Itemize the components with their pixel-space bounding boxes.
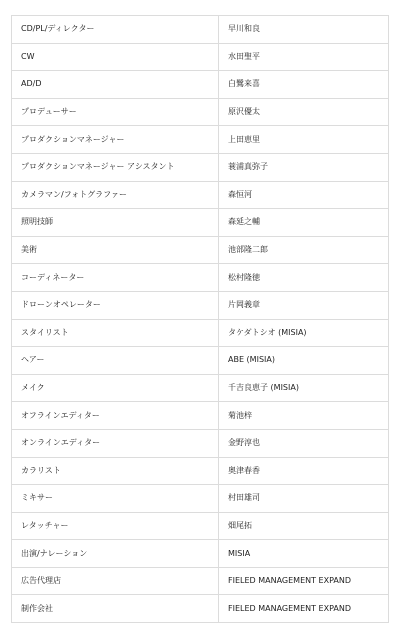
credit-row xyxy=(12,567,389,595)
credit-row xyxy=(12,43,389,71)
credit-name: 畑尾拓 xyxy=(219,512,389,540)
credit-role: CW xyxy=(12,43,219,71)
credit-row xyxy=(12,540,389,568)
credit-name: 奥津春香 xyxy=(219,457,389,485)
credit-role: 広告代理店 xyxy=(12,567,219,595)
credit-role: 美術 xyxy=(12,236,219,264)
credit-name: ABE (MISIA) xyxy=(219,347,389,375)
credit-row xyxy=(12,485,389,513)
credit-role: レタッチャー xyxy=(12,512,219,540)
credit-row xyxy=(12,291,389,319)
credit-role: オンラインエディター xyxy=(12,429,219,457)
credit-name: 原沢優太 xyxy=(219,98,389,126)
credit-name: 蓑浦真弥子 xyxy=(219,153,389,181)
credit-row xyxy=(12,126,389,154)
credit-role: カラリスト xyxy=(12,457,219,485)
credit-name: 松村隆徳 xyxy=(219,264,389,292)
credit-name: 菊池梓 xyxy=(219,402,389,430)
credit-name: タケダトシオ (MISIA) xyxy=(219,319,389,347)
credit-row xyxy=(12,512,389,540)
credit-role: 出演/ナレーション xyxy=(12,540,219,568)
credit-row xyxy=(12,402,389,430)
credit-row xyxy=(12,374,389,402)
credit-name: 池部隆二郎 xyxy=(219,236,389,264)
credit-role: ミキサー xyxy=(12,485,219,513)
credit-row xyxy=(12,98,389,126)
credit-row xyxy=(12,595,389,623)
credit-name: 金野淳也 xyxy=(219,429,389,457)
credit-name: 森恒河 xyxy=(219,181,389,209)
credit-row xyxy=(12,153,389,181)
credit-name: 千吉良恵子 (MISIA) xyxy=(219,374,389,402)
credit-role: プロダクションマネージャー xyxy=(12,126,219,154)
credit-row xyxy=(12,429,389,457)
credit-name: FIELED MANAGEMENT EXPAND xyxy=(219,595,389,623)
credit-row xyxy=(12,71,389,99)
credit-role: AD/D xyxy=(12,71,219,99)
credit-name: MISIA xyxy=(219,540,389,568)
credit-name: 上田恵里 xyxy=(219,126,389,154)
credit-name: 白鷺来喜 xyxy=(219,71,389,99)
credit-name: 村田雄司 xyxy=(219,485,389,513)
credit-role: CD/PL/ディレクター xyxy=(12,16,219,44)
credit-name: 森延之輔 xyxy=(219,209,389,237)
credit-role: プロデューサー xyxy=(12,98,219,126)
credit-row xyxy=(12,457,389,485)
credit-role: コーディネーター xyxy=(12,264,219,292)
credit-role: ヘアー xyxy=(12,347,219,375)
credit-row xyxy=(12,181,389,209)
credit-name: 片岡義章 xyxy=(219,291,389,319)
credit-row xyxy=(12,264,389,292)
credit-row xyxy=(12,236,389,264)
credit-row xyxy=(12,319,389,347)
credit-row xyxy=(12,16,389,44)
credits-table-body xyxy=(12,16,389,623)
credit-role: 照明技師 xyxy=(12,209,219,237)
credit-name: FIELED MANAGEMENT EXPAND xyxy=(219,567,389,595)
credit-role: オフラインエディター xyxy=(12,402,219,430)
credit-role: ドローンオペレーター xyxy=(12,291,219,319)
credit-role: スタイリスト xyxy=(12,319,219,347)
credit-row xyxy=(12,209,389,237)
credits-table xyxy=(11,15,389,623)
credit-role: カメラマン/フォトグラファー xyxy=(12,181,219,209)
credit-row xyxy=(12,347,389,375)
credit-role: プロダクションマネージャー アシスタント xyxy=(12,153,219,181)
credit-role: 制作会社 xyxy=(12,595,219,623)
credit-role: メイク xyxy=(12,374,219,402)
credit-name: 早川和良 xyxy=(219,16,389,44)
credit-name: 水田聖平 xyxy=(219,43,389,71)
